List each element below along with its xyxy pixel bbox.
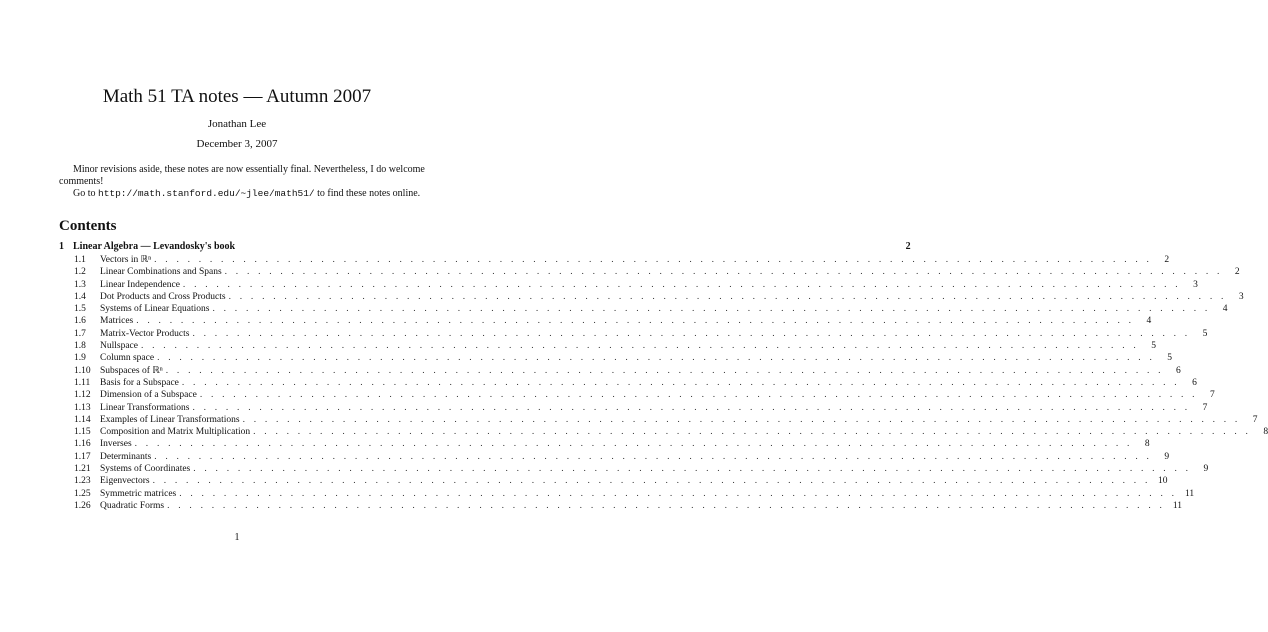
toc-section-row[interactable]: [59, 365, 1181, 377]
toc-section-label: Basis for a Subspace: [100, 377, 179, 388]
toc-section-row[interactable]: [59, 414, 1258, 426]
toc-section-label: Nullspace: [100, 341, 138, 352]
toc-leader-dots: . . . . . . . . . . . . . . . . . . . . . . . . . . . . . . . . . . . . . . . . . . . . . . . . . . . . . . . . . . . . . . . . . . . . . . . . . . . . . . . . . . . . . . . . . .: [181, 377, 1180, 388]
toc-section-number: 1.13: [74, 402, 91, 413]
toc-section-label: Inverses: [100, 439, 132, 450]
toc-section-number: 1.1: [74, 255, 86, 265]
toc-section-page: 8: [1263, 427, 1268, 438]
toc-section-row[interactable]: [59, 340, 1156, 352]
toc-leader-dots: . . . . . . . . . . . . . . . . . . . . . . . . . . . . . . . . . . . . . . . . . . . . . . . . . . . . . . . . . . . . . . . . . . . . . . . . . . . . . . . . . . . . . . . . . .: [157, 353, 1156, 364]
toc-chapter-page: 2: [905, 241, 911, 252]
toc-section-number: 1.17: [74, 451, 91, 462]
abstract-line-2: [59, 188, 431, 200]
toc-section-page: 5: [1167, 353, 1173, 364]
toc-chapter-label: Linear Algebra — Levandosky's book: [73, 241, 236, 252]
toc-section-label: Vectors in ℝⁿ: [100, 255, 152, 265]
toc-section-row[interactable]: [59, 438, 1150, 450]
toc-section-number: 1.4: [74, 291, 86, 302]
abstract-line-1: Minor revisions aside, these notes are now essentially final. Nevertheless, I do welcome comments!: [59, 164, 425, 187]
toc-section-number: 1.7: [74, 328, 86, 339]
toc-section-number: 1.3: [74, 279, 86, 290]
toc-section-row[interactable]: [59, 389, 1215, 401]
toc-section-row[interactable]: [59, 291, 1244, 303]
toc-chapter-number: 1: [59, 241, 64, 252]
toc-section-row[interactable]: [59, 402, 1208, 414]
toc-section-label: Linear Transformations: [100, 402, 190, 413]
toc-section-row[interactable]: [59, 279, 1198, 291]
toc-leader-dots: . . . . . . . . . . . . . . . . . . . . . . . . . . . . . . . . . . . . . . . . . . . . . . . . . . . . . . . . . . . . . . . . . . . . . . . . . . . . . . . . . . . . . . . . . .: [192, 328, 1191, 339]
toc-section-label: Linear Independence: [100, 279, 180, 290]
toc-section-label: Matrices: [100, 316, 134, 327]
toc-section-page: 5: [1151, 341, 1156, 352]
toc-section-row[interactable]: [59, 266, 1240, 278]
notes-url-link[interactable]: http://math.stanford.edu/~jlee/math51/: [98, 188, 315, 199]
toc-section-number: 1.21: [74, 464, 91, 475]
toc-section-row[interactable]: [59, 254, 1170, 266]
toc-leader-dots: . . . . . . . . . . . . . . . . . . . . . . . . . . . . . . . . . . . . . . . . . . . . . . . . . . . . . . . . . . . . . . . . . . . . . . . . . . . . . . . . . . . . . . . . . .: [242, 414, 1241, 425]
document-title: Math 51 TA notes — Autumn 2007: [102, 86, 372, 107]
toc-section-page: 6: [1175, 365, 1181, 376]
abstract-line-2-prefix: Go to: [73, 188, 96, 199]
page-number: 1: [234, 532, 240, 543]
toc-section-page: 9: [1203, 464, 1209, 475]
toc-section-label: Systems of Coordinates: [100, 464, 191, 475]
toc-section-label: Matrix-Vector Products: [100, 328, 190, 339]
toc-section-label: Dimension of a Subspace: [100, 390, 197, 401]
abstract-line-2-suffix: to find these notes online.: [317, 188, 421, 199]
toc-section-number: 1.14: [74, 414, 91, 425]
toc-section-row[interactable]: [59, 377, 1197, 389]
toc-section-page: 2: [1234, 267, 1240, 278]
toc-section-label: Systems of Linear Equations: [100, 304, 210, 315]
toc-leader-dots: . . . . . . . . . . . . . . . . . . . . . . . . . . . . . . . . . . . . . . . . . . . . . . . . . . . . . . . . . . . . . . . . . . . . . . . . . . . . . . . . . . . . . . . . . .: [212, 304, 1211, 315]
toc-section-page: 4: [1222, 304, 1228, 315]
toc-section-label: Determinants: [100, 451, 152, 462]
abstract: [59, 164, 431, 200]
toc-section-number: 1.15: [74, 427, 91, 438]
toc-section-label: Linear Combinations and Spans: [100, 267, 222, 278]
toc-section-page: 11: [1185, 488, 1195, 499]
toc-section-row[interactable]: [59, 426, 1268, 438]
toc-section-row[interactable]: [59, 475, 1168, 487]
toc-section-page: 8: [1144, 439, 1150, 450]
toc-leader-dots: . . . . . . . . . . . . . . . . . . . . . . . . . . . . . . . . . . . . . . . . . . . . . . . . . . . . . . . . . . . . . . . . . . . . . . . . . . . . . . . . . . . . . . . . . .: [141, 341, 1139, 352]
toc-leader-dots: . . . . . . . . . . . . . . . . . . . . . . . . . . . . . . . . . . . . . . . . . . . . . . . . . . . . . . . . . . . . . . . . . . . . . . . . . . . . . . . . . . . . . . . . . .: [154, 255, 1153, 265]
toc-section-page: 7: [1252, 414, 1258, 425]
toc-section-label: Examples of Linear Transformations: [100, 414, 240, 425]
toc-section-label: Dot Products and Cross Products: [100, 291, 226, 302]
toc-section-number: 1.11: [74, 377, 91, 388]
toc-section-number: 1.25: [74, 488, 91, 499]
toc-section-label: Subspaces of ℝⁿ: [100, 365, 163, 376]
toc-chapter-row[interactable]: [59, 240, 911, 253]
toc-section-page: 7: [1210, 390, 1215, 401]
toc-section-page: 3: [1193, 279, 1198, 290]
toc-leader-dots: . . . . . . . . . . . . . . . . . . . . . . . . . . . . . . . . . . . . . . . . . . . . . . . . . . . . . . . . . . . . . . . . . . . . . . . . . . . . . . . . . . . . . . . . . .: [152, 476, 1151, 487]
toc-section-page: 3: [1238, 291, 1244, 302]
table-of-contents: [59, 240, 1268, 512]
toc-leader-dots: . . . . . . . . . . . . . . . . . . . . . . . . . . . . . . . . . . . . . . . . . . . . . . . . . . . . . . . . . . . . . . . . . . . . . . . . . . . . . . . . . . . . . . . . . .: [167, 500, 1166, 511]
toc-section-row[interactable]: [59, 315, 1152, 327]
toc-section-page: 5: [1202, 328, 1208, 339]
toc-leader-dots: . . . . . . . . . . . . . . . . . . . . . . . . . . . . . . . . . . . . . . . . . . . . . . . . . . . . . . . . . . . . . . . . . . . . . . . . . . . . . . . . . . . . . . . . . .: [154, 451, 1153, 462]
toc-section-page: 11: [1172, 500, 1183, 511]
toc-section-number: 1.16: [74, 439, 91, 450]
toc-section-number: 1.8: [74, 341, 86, 352]
toc-leader-dots: . . . . . . . . . . . . . . . . . . . . . . . . . . . . . . . . . . . . . . . . . . . . . . . . . . . . . . . . . . . . . . . . . . . . . . . . . . . . . . . . . . . . . . . . . .: [182, 279, 1181, 290]
toc-section-number: 1.6: [74, 316, 86, 327]
toc-leader-dots: . . . . . . . . . . . . . . . . . . . . . . . . . . . . . . . . . . . . . . . . . . . . . . . . . . . . . . . . . . . . . . . . . . . . . . . . . . . . . . . . . . . . . . . . . .: [193, 464, 1192, 475]
toc-leader-dots: . . . . . . . . . . . . . . . . . . . . . . . . . . . . . . . . . . . . . . . . . . . . . . . . . . . . . . . . . . . . . . . . . . . . . . . . . . . . . . . . . . . . . . . . . .: [165, 365, 1164, 376]
toc-section-row[interactable]: [59, 352, 1173, 364]
toc-section-row[interactable]: [59, 303, 1228, 315]
toc-section-page: 10: [1158, 476, 1168, 487]
toc-section-row[interactable]: [59, 500, 1183, 512]
toc-section-number: 1.23: [74, 476, 91, 487]
toc-leader-dots: . . . . . . . . . . . . . . . . . . . . . . . . . . . . . . . . . . . . . . . . . . . . . . . . . . . . . . . . . . . . . . . . . . . . . . . . . . . . . . . . . . . . . . . . . .: [134, 439, 1133, 450]
toc-section-number: 1.5: [74, 304, 86, 315]
contents-heading: Contents: [59, 218, 117, 234]
toc-leader-dots: . . . . . . . . . . . . . . . . . . . . . . . . . . . . . . . . . . . . . . . . . . . . . . . . . . . . . . . . . . . . . . . . . . . . . . . . . . . . . . . . . . . . . . . . . .: [179, 488, 1178, 499]
toc-section-row[interactable]: [59, 328, 1208, 340]
toc-section-number: 1.2: [74, 267, 86, 278]
toc-leader-dots: . . . . . . . . . . . . . . . . . . . . . . . . . . . . . . . . . . . . . . . . . . . . . . . . . . . . . . . . . . . . . . . . . . . . . . . . . . . . . . . . . . . . . . . . . .: [192, 402, 1191, 413]
toc-leader-dots: . . . . . . . . . . . . . . . . . . . . . . . . . . . . . . . . . . . . . . . . . . . . . . . . . . . . . . . . . . . . . . . . . . . . . . . . . . . . . . . . . . . . . . . . . .: [228, 291, 1227, 302]
toc-section-page: 7: [1202, 402, 1208, 413]
toc-section-row[interactable]: [59, 463, 1209, 475]
toc-section-page: 9: [1164, 451, 1170, 462]
toc-section-row[interactable]: [59, 451, 1170, 463]
toc-section-number: 1.10: [74, 365, 91, 376]
toc-section-number: 1.26: [74, 500, 91, 511]
toc-leader-dots: . . . . . . . . . . . . . . . . . . . . . . . . . . . . . . . . . . . . . . . . . . . . . . . . . . . . . . . . . . . . . . . . . . . . . . . . . . . . . . . . . . . . . . . . . .: [253, 427, 1252, 438]
toc-section-page: 4: [1146, 316, 1152, 327]
toc-section-label: Symmetric matrices: [100, 488, 177, 499]
toc-section-label: Quadratic Forms: [100, 500, 165, 511]
toc-section-label: Column space: [100, 353, 155, 364]
toc-section-number: 1.9: [74, 353, 86, 364]
toc-section-page: 6: [1192, 377, 1197, 388]
author-name: Jonathan Lee: [207, 118, 267, 130]
toc-leader-dots: . . . . . . . . . . . . . . . . . . . . . . . . . . . . . . . . . . . . . . . . . . . . . . . . . . . . . . . . . . . . . . . . . . . . . . . . . . . . . . . . . . . . . . . . . .: [224, 267, 1223, 278]
toc-leader-dots: . . . . . . . . . . . . . . . . . . . . . . . . . . . . . . . . . . . . . . . . . . . . . . . . . . . . . . . . . . . . . . . . . . . . . . . . . . . . . . . . . . . . . . . . . .: [136, 316, 1135, 327]
toc-section-row[interactable]: [59, 488, 1195, 500]
toc-leader-dots: . . . . . . . . . . . . . . . . . . . . . . . . . . . . . . . . . . . . . . . . . . . . . . . . . . . . . . . . . . . . . . . . . . . . . . . . . . . . . . . . . . . . . . . . . .: [199, 390, 1198, 401]
toc-section-number: 1.12: [74, 390, 91, 401]
toc-section-label: Eigenvectors: [100, 476, 150, 487]
document-date: December 3, 2007: [196, 138, 278, 150]
toc-section-page: 2: [1164, 255, 1170, 265]
toc-section-label: Composition and Matrix Multiplication: [100, 427, 251, 438]
